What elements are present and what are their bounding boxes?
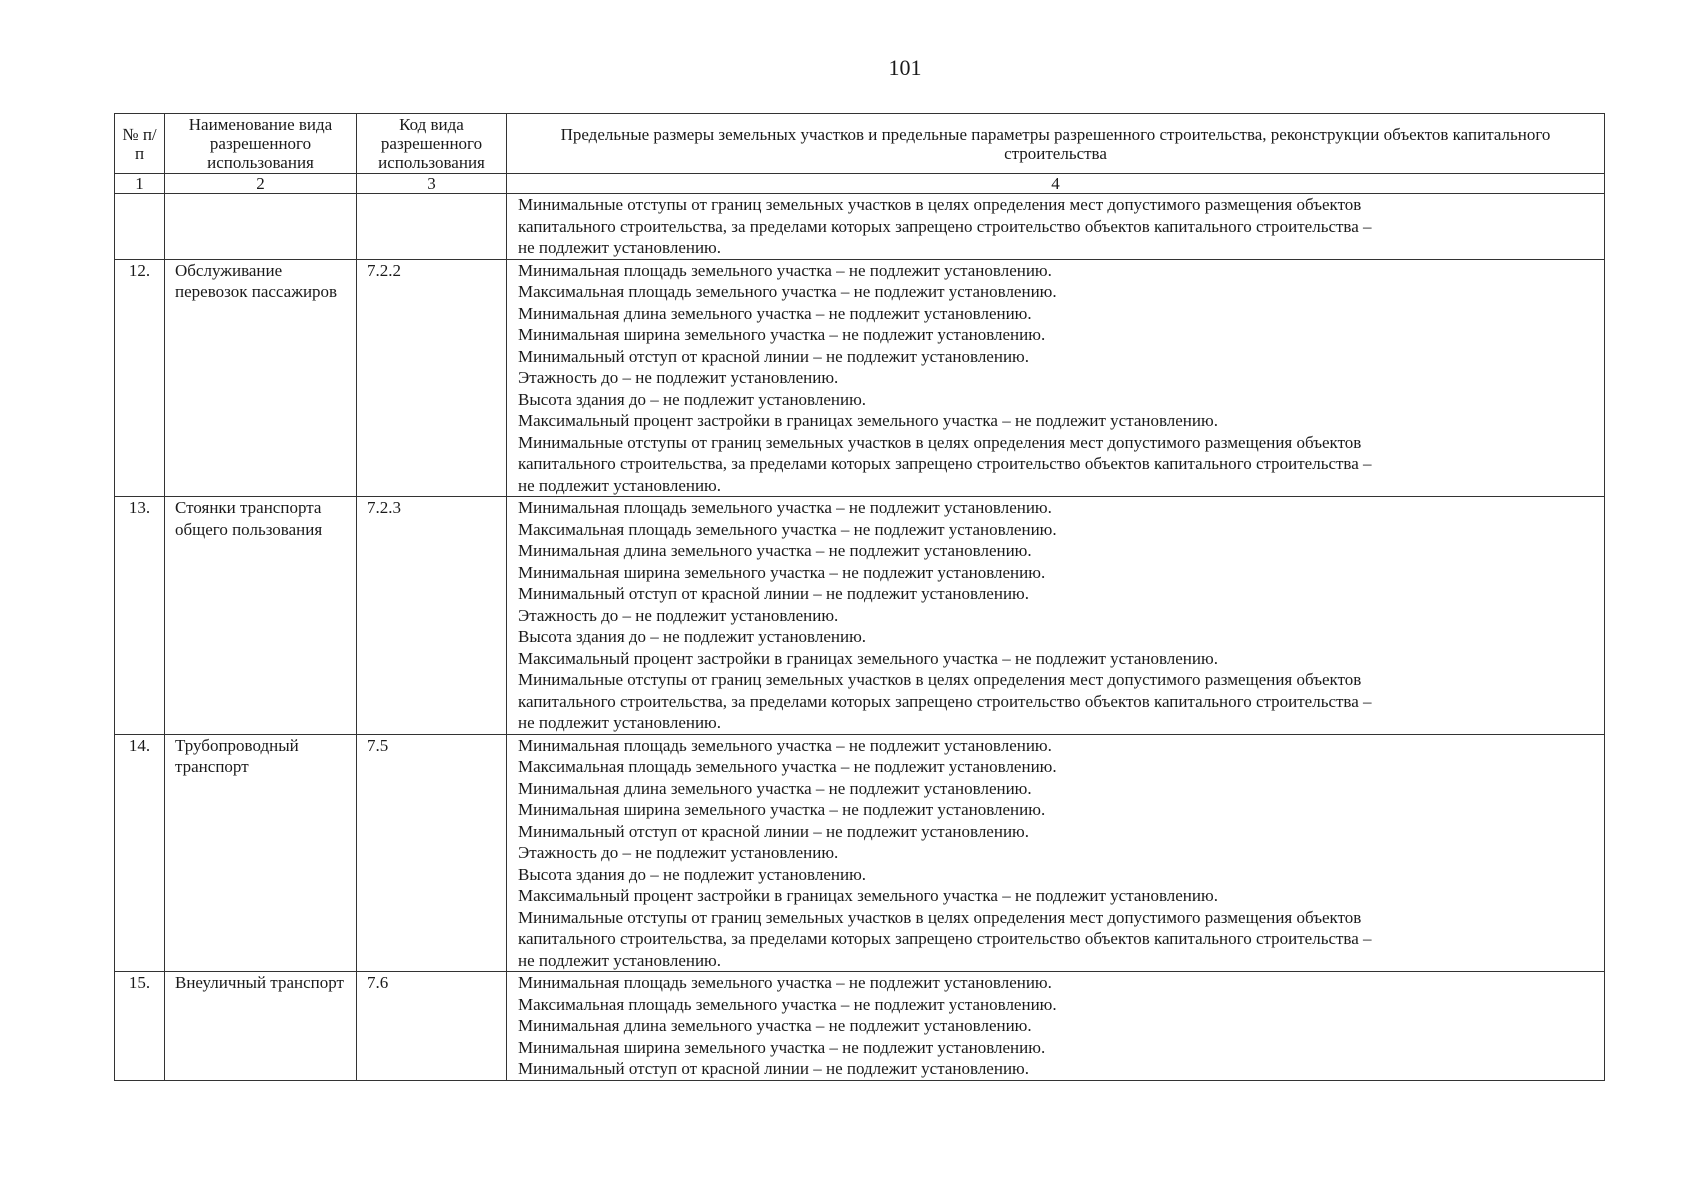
parameter-line: не подлежит установлению. <box>518 238 722 257</box>
parameter-line: Минимальные отступы от границ земельных участков в целях определения мест допустимого размещения объектов <box>518 432 1362 452</box>
parameter-line: Максимальный процент застройки в границах земельного участка – не подлежит установлению. <box>518 411 1218 430</box>
parameter-line: Максимальный процент застройки в границах земельного участка – не подлежит установлению. <box>518 648 1218 668</box>
parameters-cell <box>507 194 1605 260</box>
row-number: 12. <box>115 259 165 497</box>
parameter-line: Этажность до – не подлежит установлению. <box>518 605 839 625</box>
parameter-line: Минимальная площадь земельного участка – не подлежит установлению. <box>518 260 1052 280</box>
use-type-name <box>165 194 357 260</box>
parameter-line: Минимальный отступ от красной линии – не подлежит установлению. <box>518 346 1029 366</box>
table-row <box>115 734 1605 972</box>
use-type-name: Обслуживание перевозок пассажиров <box>165 259 357 497</box>
parameter-line: Минимальная площадь земельного участка – не подлежит установлению. <box>518 735 1052 755</box>
parameter-line: Максимальный процент застройки в границах земельного участка – не подлежит установлению. <box>518 886 1218 905</box>
table-row <box>115 972 1605 1081</box>
parameter-line: Минимальная ширина земельного участка – не подлежит установлению. <box>518 1037 1046 1057</box>
parameter-line: Минимальная ширина земельного участка – не подлежит установлению. <box>518 325 1046 344</box>
table-row <box>115 259 1605 497</box>
page-number: 101 <box>888 55 922 80</box>
regulations-table <box>114 113 1605 1081</box>
parameter-line: Минимальный отступ от красной линии – не подлежит установлению. <box>518 821 1029 841</box>
parameter-line: капитального строительства, за пределами которых запрещено строительство объектов капитального строительства – <box>518 691 1372 711</box>
column-number: 2 <box>165 174 357 194</box>
parameter-line: не подлежит установлению. <box>518 950 722 970</box>
use-type-name: Трубопроводный транспорт <box>165 734 357 972</box>
parameter-line: Минимальный отступ от красной линии – не подлежит установлению. <box>518 584 1029 603</box>
parameter-line: Минимальная длина земельного участка – не подлежит установлению. <box>518 1016 1032 1035</box>
parameter-line: Минимальная длина земельного участка – не подлежит установлению. <box>518 303 1032 323</box>
column-number: 3 <box>357 174 507 194</box>
use-type-name: Внеуличный транспорт <box>165 972 357 1081</box>
parameter-line: Этажность до – не подлежит установлению. <box>518 843 839 862</box>
parameter-line: Максимальная площадь земельного участка – не подлежит установлению. <box>518 282 1057 301</box>
parameters-cell <box>507 972 1605 1081</box>
parameter-line: Максимальная площадь земельного участка – не подлежит установлению. <box>518 994 1057 1014</box>
column-number: 1 <box>115 174 165 194</box>
use-type-code: 7.2.3 <box>357 497 507 735</box>
parameter-line: Минимальная длина земельного участка – не подлежит установлению. <box>518 778 1032 798</box>
row-number: 15. <box>115 972 165 1081</box>
parameter-line: Максимальная площадь земельного участка – не подлежит установлению. <box>518 757 1057 776</box>
parameter-line: Высота здания до – не подлежит установлению. <box>518 627 867 646</box>
row-number: 14. <box>115 734 165 972</box>
column-numbers-row <box>115 174 1605 194</box>
header-num: № п/п <box>115 114 165 174</box>
parameter-line: Минимальные отступы от границ земельных участков в целях определения мест допустимого размещения объектов <box>518 670 1362 689</box>
header-params: Предельные размеры земельных участков и предельные параметры разрешенного строительства, реконструкции объектов капитального строительства <box>507 114 1605 174</box>
parameter-line: Минимальный отступ от красной линии – не подлежит установлению. <box>518 1059 1029 1078</box>
use-type-code <box>357 194 507 260</box>
table-row <box>115 497 1605 735</box>
row-number <box>115 194 165 260</box>
table-body <box>115 194 1605 1081</box>
parameter-line: Минимальная ширина земельного участка – не подлежит установлению. <box>518 562 1046 582</box>
parameter-line: Минимальная длина земельного участка – не подлежит установлению. <box>518 541 1032 560</box>
parameter-line: Этажность до – не подлежит установлению. <box>518 368 839 387</box>
use-type-code: 7.2.2 <box>357 259 507 497</box>
parameters-cell <box>507 734 1605 972</box>
row-number: 13. <box>115 497 165 735</box>
use-type-code: 7.5 <box>357 734 507 972</box>
use-type-name: Стоянки транспорта общего пользования <box>165 497 357 735</box>
header-name: Наименование вида разрешенного использования <box>165 114 357 174</box>
parameter-line: не подлежит установлению. <box>518 713 722 732</box>
parameter-line: Минимальные отступы от границ земельных участков в целях определения мест допустимого размещения объектов <box>518 195 1362 214</box>
table-header-row <box>115 114 1605 174</box>
parameter-line: не подлежит установлению. <box>518 475 722 495</box>
header-code: Код вида разрешенного использования <box>357 114 507 174</box>
use-type-code: 7.6 <box>357 972 507 1081</box>
column-number: 4 <box>507 174 1605 194</box>
parameter-line: Минимальная площадь земельного участка – не подлежит установлению. <box>518 973 1052 992</box>
parameter-line: Максимальная площадь земельного участка – не подлежит установлению. <box>518 519 1057 539</box>
parameter-line: Минимальные отступы от границ земельных участков в целях определения мест допустимого размещения объектов <box>518 907 1362 927</box>
parameters-cell <box>507 497 1605 735</box>
parameters-cell <box>507 259 1605 497</box>
parameter-line: Высота здания до – не подлежит установлению. <box>518 864 867 884</box>
parameter-line: Минимальная площадь земельного участка – не подлежит установлению. <box>518 498 1052 517</box>
parameter-line: капитального строительства, за пределами которых запрещено строительство объектов капитального строительства – <box>518 454 1372 473</box>
parameter-line: Высота здания до – не подлежит установлению. <box>518 389 867 409</box>
table-row <box>115 194 1605 260</box>
parameter-line: капитального строительства, за пределами которых запрещено строительство объектов капитального строительства – <box>518 216 1372 236</box>
parameter-line: капитального строительства, за пределами которых запрещено строительство объектов капитального строительства – <box>518 929 1372 948</box>
parameter-line: Минимальная ширина земельного участка – не подлежит установлению. <box>518 800 1046 819</box>
